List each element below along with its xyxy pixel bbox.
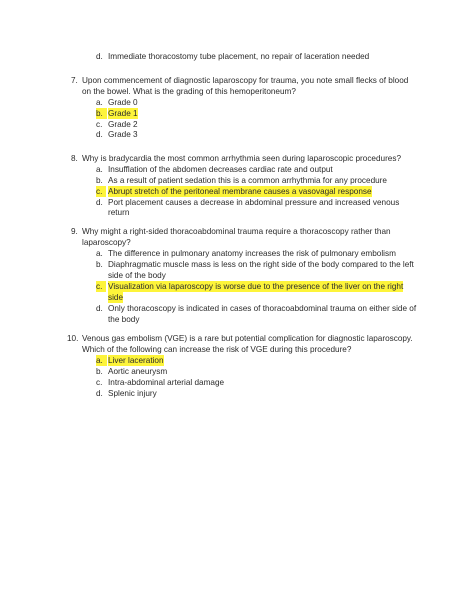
question-number: 8. bbox=[71, 154, 78, 163]
option-letter: c. bbox=[96, 378, 103, 387]
option-text-highlighted: Abrupt stretch of the peritoneal membrane causes a vasovagal response bbox=[108, 187, 372, 196]
option-text-highlighted: Grade 1 bbox=[108, 109, 138, 118]
option-text: Aortic aneurysm bbox=[108, 367, 168, 376]
option-text-highlighted: side bbox=[108, 293, 124, 302]
option-text: Splenic injury bbox=[108, 389, 157, 398]
option-text: the body bbox=[108, 315, 140, 324]
option-text-highlighted: Liver laceration bbox=[108, 356, 164, 365]
option-letter: a. bbox=[96, 165, 103, 174]
option-letter-highlighted: a. bbox=[96, 355, 107, 366]
question-text-line: Why might a right-sided thoracoabdominal trauma require a thoracoscopy rather than bbox=[82, 227, 391, 236]
option-text: Port placement causes a decrease in abdominal pressure and increased venous bbox=[108, 198, 400, 207]
option-letter: b. bbox=[96, 260, 103, 269]
option-letter-highlighted: c. bbox=[96, 281, 106, 292]
option-text: Intra-abdominal arterial damage bbox=[108, 378, 225, 387]
option-text: Insufflation of the abdomen decreases cardiac rate and output bbox=[108, 165, 333, 174]
question-number: 9. bbox=[71, 227, 78, 236]
option-text: As a result of patient sedation this is a common arrhythmia for any procedure bbox=[108, 176, 387, 185]
option-letter: a. bbox=[96, 249, 103, 258]
option-letter: d. bbox=[96, 198, 103, 207]
option-text: return bbox=[108, 208, 130, 217]
question-text-line: Venous gas embolism (VGE) is a rare but potential complication for diagnostic laparoscopy. bbox=[82, 334, 413, 343]
option-text: Grade 3 bbox=[108, 130, 138, 139]
option-text-highlighted: Visualization via laparoscopy is worse due to the presence of the liver on the right bbox=[108, 282, 404, 291]
option-letter: d. bbox=[96, 52, 103, 61]
question-text-line: Upon commencement of diagnostic laparoscopy for trauma, you note small flecks of blood bbox=[82, 76, 409, 85]
option-letter: b. bbox=[96, 176, 103, 185]
option-letter: d. bbox=[96, 130, 103, 139]
question-text-line: laparoscopy? bbox=[82, 238, 131, 247]
question-number: 7. bbox=[71, 76, 78, 85]
option-letter: d. bbox=[96, 304, 103, 313]
option-text: Grade 2 bbox=[108, 120, 138, 129]
question-text-line: Which of the following can increase the risk of VGE during this procedure? bbox=[82, 345, 352, 354]
option-text: The difference in pulmonary anatomy increases the risk of pulmonary embolism bbox=[108, 249, 396, 258]
option-text: Immediate thoracostomy tube placement, no repair of laceration needed bbox=[108, 52, 370, 61]
option-letter-highlighted: b. bbox=[96, 108, 107, 119]
option-letter: c. bbox=[96, 120, 103, 129]
option-letter-highlighted: c. bbox=[96, 186, 106, 197]
question-text-line: on the bowel. What is the grading of this hemoperitoneum? bbox=[82, 87, 296, 96]
option-text: Only thoracoscopy is indicated in cases of thoracoabdominal trauma on either side of bbox=[108, 304, 417, 313]
option-text: side of the body bbox=[108, 271, 166, 280]
option-text: Diaphragmatic muscle mass is less on the right side of the body compared to the left bbox=[108, 260, 414, 269]
option-letter: d. bbox=[96, 389, 103, 398]
question-text-line: Why is bradycardia the most common arrhythmia seen during laparoscopic procedures? bbox=[82, 154, 402, 163]
option-letter: b. bbox=[96, 367, 103, 376]
option-letter: a. bbox=[96, 98, 103, 107]
question-number: 10. bbox=[67, 334, 79, 343]
option-text: Grade 0 bbox=[108, 98, 138, 107]
